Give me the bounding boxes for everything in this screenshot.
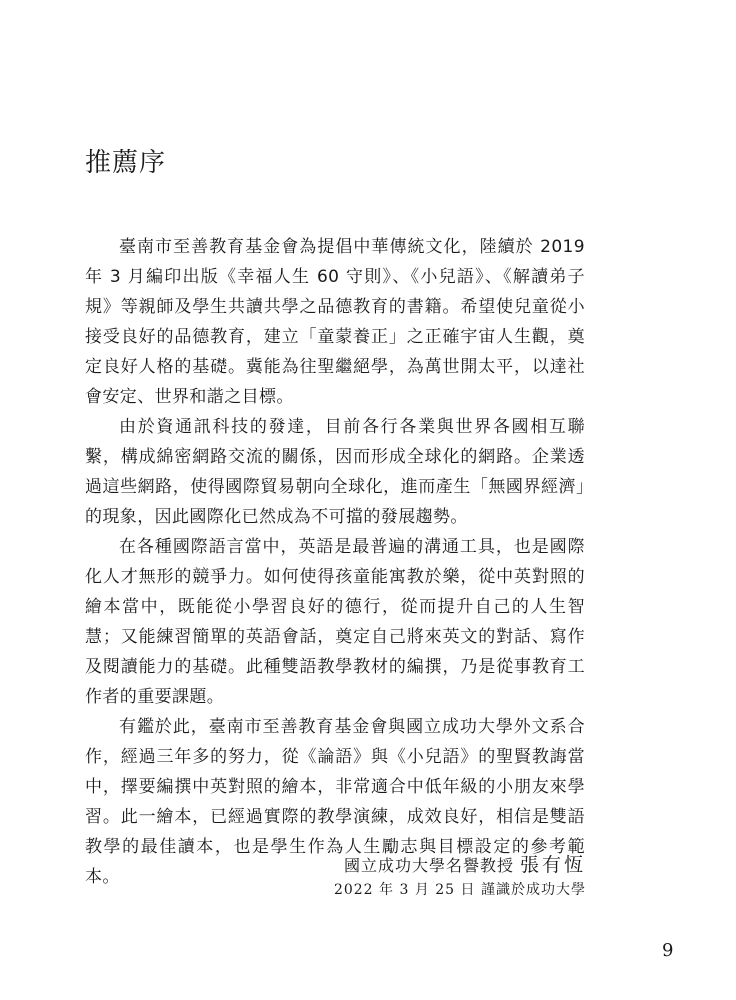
- preface-body: [85, 232, 585, 892]
- paragraph-3: 在各種國際語言當中，英語是最普遍的溝通工具，也是國際化人才無形的競爭力。如何使得孩童能寓教於樂，從中英對照的繪本當中，既能從小學習良好的德行，從而提升自己的人生智慧；又能練習簡單的英語會話，奠定自己將來英文的對話、寫作及閱讀能力的基礎。此種雙語教學教材的編撰，乃是從事教育工作者的重要課題。: [85, 537, 585, 707]
- signature-date: 2022 年 3 月 25 日 謹識於成功大學: [333, 882, 586, 898]
- signature-block: [334, 853, 586, 902]
- paragraph-1: 臺南市至善教育基金會為提倡中華傳統文化，陸續於 2019 年 3 月編印出版《幸福人生 60 守則》、《小兒語》、《解讀弟子規》等親師及學生共讀共學之品德教育的書籍。希望使兒童從小接受良好的品德教育，建立「童蒙養正」之正確宇宙人生觀，奠定良好人格的基礎。冀能為往聖繼絕學，為萬世開太平，以達社會安定、世界和諧之目標。: [85, 237, 585, 407]
- signature-affiliation: 國立成功大學名譽教授: [343, 856, 514, 875]
- page-number: 9: [662, 940, 674, 961]
- paragraph-4: 有鑑於此，臺南市至善教育基金會與國立成功大學外文系合作，經過三年多的努力，從《論語》與《小兒語》的聖賢教誨當中，擇要編撰中英對照的繪本，非常適合中低年級的小朋友來學習。此一繪本，已經過實際的教學演練，成效良好，相信是雙語教學的最佳讀本，也是學生作為人生勵志與目標設定的參考範本。: [85, 717, 585, 887]
- paragraph-2: 由於資通訊科技的發達，目前各行各業與世界各國相互聯繫，構成綿密網路交流的關係，因而形成全球化的網路。企業透過這些網路，使得國際貿易朝向全球化，進而產生「無國界經濟」的現象，因此國際化已然成為不可擋的發展趨勢。: [85, 417, 585, 527]
- signature-line: [334, 853, 586, 878]
- signature-name: 張有恆: [519, 854, 586, 876]
- page-title: 推薦序: [85, 148, 167, 178]
